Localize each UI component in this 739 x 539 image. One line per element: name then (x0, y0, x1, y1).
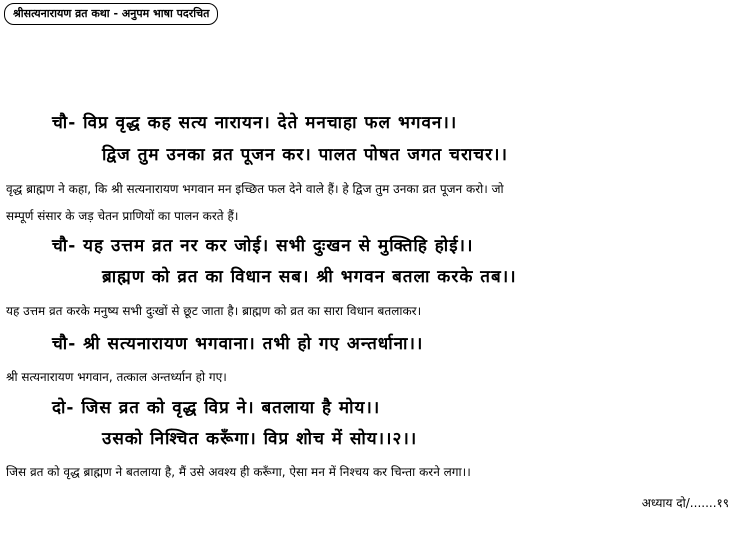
prose-line: श्री सत्यनारायण भगवान, तत्काल अन्तर्ध्यान हो गए। (6, 370, 227, 384)
book-title-tab: श्रीसत्यनारायण व्रत कथा - अनुपम भाषा पदरचित (4, 3, 218, 25)
verse-line: ब्राह्मण को व्रत का विधान सब। श्री भगवन बतला करके तब।। (102, 267, 517, 287)
verse-line: चौ- यह उत्तम व्रत नर कर जोई। सभी दुःखन से मुक्तिहि होई।। (52, 236, 474, 256)
verse-line: द्विज तुम उनका व्रत पूजन कर। पालत पोषत जगत चराचर।। (102, 145, 508, 165)
prose-line: सम्पूर्ण संसार के जड़ चेतन प्राणियों का पालन करते हैं। (6, 209, 239, 223)
prose-line: वृद्ध ब्राह्मण ने कहा, कि श्री सत्यनारायण भगवान मन इच्छित फल देने वाले हैं। हे द्विज तुम उनका व्रत पूजन करो। जो (6, 182, 504, 196)
verse-line: चौ- विप्र वृद्ध कह सत्य नारायन। देते मनचाहा फल भगवन।। (52, 113, 458, 133)
prose-line: जिस व्रत को वृद्ध ब्राह्मण ने बतलाया है, मैं उसे अवश्य ही करूँगा, ऐसा मन में निश्चय कर चिन्ता करने लगा।। (6, 465, 471, 479)
verse-line: उसको निश्चित करूँगा। विप्र शोच में सोय।।२।। (102, 429, 418, 449)
verse-line: दो- जिस व्रत को वृद्ध विप्र ने। बतलाया है मोय।। (52, 398, 381, 418)
prose-line: यह उत्तम व्रत करके मनुष्य सभी दुःखों से छूट जाता है। ब्राह्मण को व्रत का सारा विधान बतलाकर। (6, 304, 422, 318)
page-footer: अध्याय दो/.......१९ (641, 496, 729, 510)
verse-line: चौ- श्री सत्यनारायण भगवाना। तभी हो गए अन्तर्धाना।। (52, 334, 424, 354)
